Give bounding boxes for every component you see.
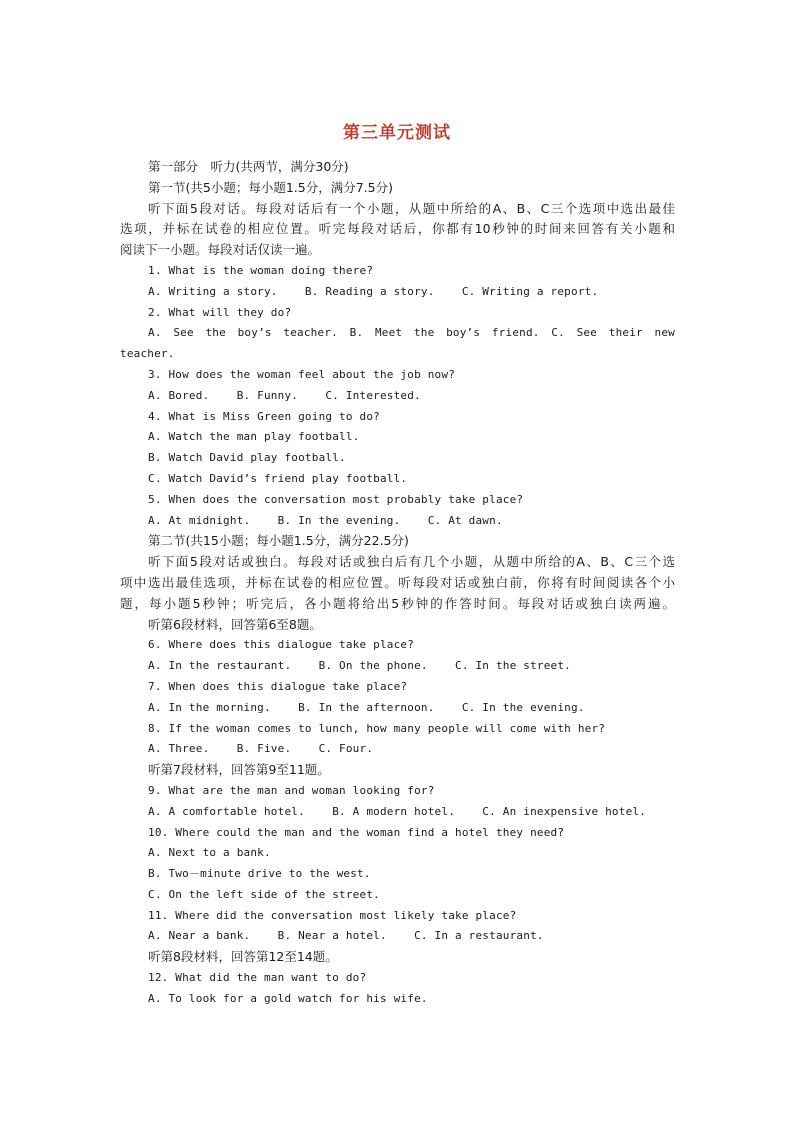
text-line: A. Writing a story. B. Reading a story. C. Writing a report. bbox=[148, 284, 599, 298]
text-line: 12. What did the man want to do? bbox=[148, 971, 367, 985]
text-line: 听下面5段对话或独白。每段对话或独白后有几个小题，从题中所给的A、B、C三个选 bbox=[148, 554, 675, 570]
text-line: 6. Where does this dialogue take place? bbox=[148, 638, 415, 652]
text-line: B. Watch David play football. bbox=[148, 451, 346, 465]
text-line: A. Next to a bank. bbox=[148, 846, 271, 860]
text-line: A. Watch the man play football. bbox=[148, 430, 360, 444]
text-line: 项中选出最佳选项，并标在试卷的相应位置。听每段对话或独白前，你将有时间阅读各个小 bbox=[120, 574, 675, 590]
text-line: A. Near a bank. B. Near a hotel. C. In a restaurant. bbox=[148, 929, 544, 943]
page-title: 第三单元测试 bbox=[343, 123, 451, 143]
text-line: 第一节(共5小题；每小题1.5分，满分7.5分) bbox=[148, 179, 393, 195]
text-line: 题，每小题5秒钟；听完后，各小题将给出5秒钟的作答时间。每段对话或独白读两遍。 bbox=[120, 595, 675, 611]
text-line: A. Bored. B. Funny. C. Interested. bbox=[148, 388, 421, 402]
text-line: 阅读下一小题。每段对话仅读一遍。 bbox=[120, 242, 321, 258]
text-line: 第一部分 听力(共两节，满分30分) bbox=[148, 159, 349, 174]
text-line: A. In the restaurant. B. On the phone. C. In the street. bbox=[148, 659, 571, 673]
text-line: 听第8段材料，回答第12至14题。 bbox=[148, 949, 338, 965]
text-line: A. Three. B. Five. C. Four. bbox=[148, 742, 374, 756]
text-line: 7. When does this dialogue take place? bbox=[148, 679, 408, 693]
text-line: 4. What is Miss Green going to do? bbox=[148, 409, 380, 423]
text-line: A. To look for a gold watch for his wife. bbox=[148, 991, 428, 1005]
text-line: 听下面5段对话。每段对话后有一个小题，从题中所给的A、B、C三个选项中选出最佳 bbox=[148, 200, 675, 216]
text-line: C. Watch David’s friend play football. bbox=[148, 471, 408, 485]
text-line: 第二节(共15小题；每小题1.5分，满分22.5分) bbox=[148, 533, 409, 549]
text-line: A. A comfortable hotel. B. A modern hotel. C. An inexpensive hotel. bbox=[148, 804, 647, 818]
text-line: 2. What will they do? bbox=[148, 305, 292, 319]
document-body bbox=[120, 157, 675, 1010]
text-line: teacher. bbox=[120, 347, 175, 361]
text-line: C. On the left side of the street. bbox=[148, 887, 380, 901]
text-line: 11. Where did the conversation most likely take place? bbox=[148, 908, 517, 922]
text-line: 5. When does the conversation most probably take place? bbox=[148, 492, 524, 506]
text-line: 8. If the woman comes to lunch, how many people will come with her? bbox=[148, 721, 606, 735]
text-line: 1. What is the woman doing there? bbox=[148, 263, 374, 277]
text-line: A. In the morning. B. In the afternoon. C. In the evening. bbox=[148, 700, 585, 714]
text-line: B. Two－minute drive to the west. bbox=[148, 867, 371, 881]
text-line: 9. What are the man and woman looking for? bbox=[148, 783, 435, 797]
text-line: A. See the boy’s teacher. B. Meet the boy’s friend. C. See their new bbox=[148, 326, 675, 340]
text-line: A. At midnight. B. In the evening. C. At dawn. bbox=[148, 513, 503, 527]
text-line: 听第7段材料，回答第9至11题。 bbox=[148, 762, 330, 778]
text-line: 3. How does the woman feel about the job now? bbox=[148, 367, 456, 381]
text-line: 10. Where could the man and the woman find a hotel they need? bbox=[148, 825, 565, 839]
text-line: 听第6段材料，回答第6至8题。 bbox=[148, 616, 322, 632]
text-line: 选项，并标在试卷的相应位置。听完每段对话后，你都有10秒钟的时间来回答有关小题和 bbox=[120, 221, 675, 237]
